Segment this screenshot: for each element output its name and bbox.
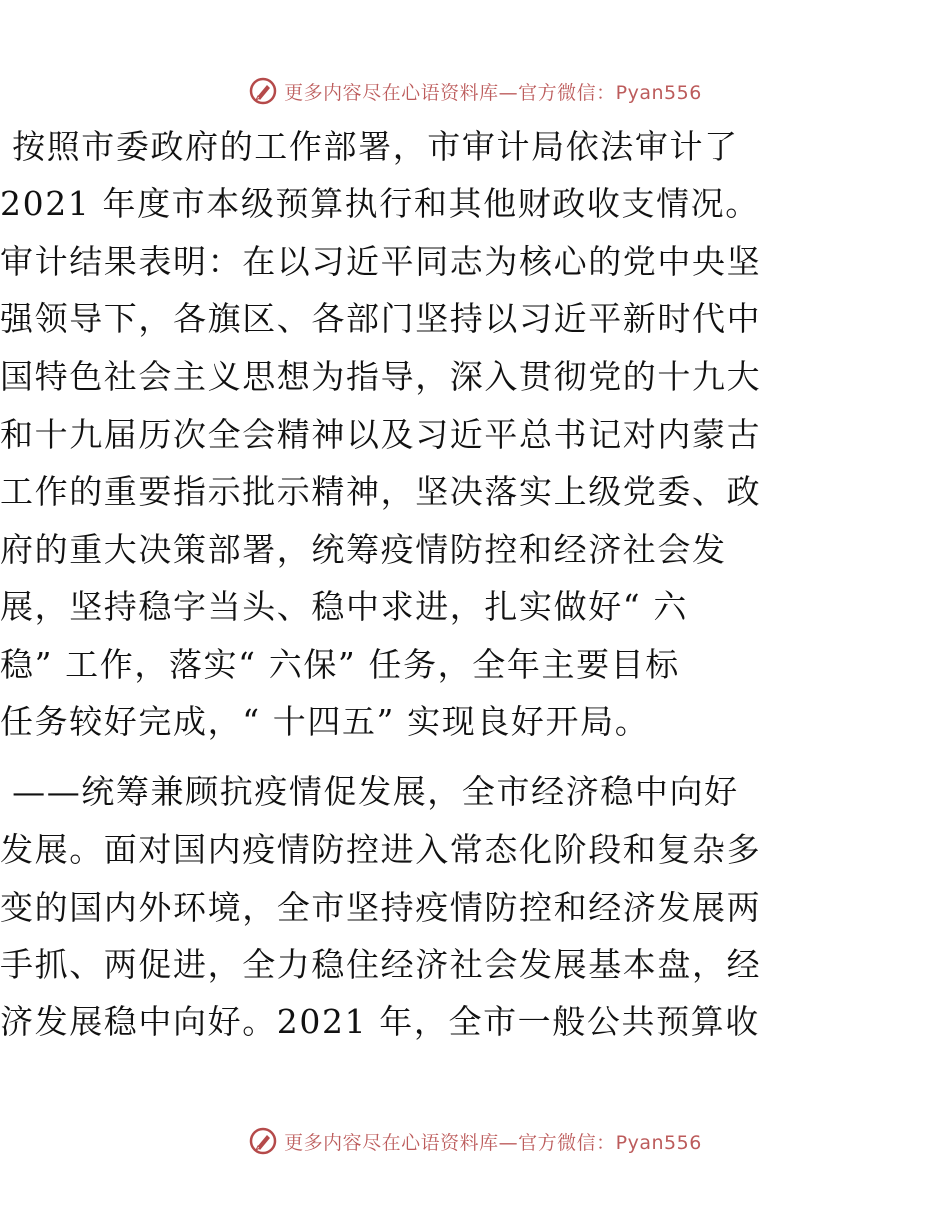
paragraph-2-line: 济发展稳中向好。2021 年，全市一般公共预算收 <box>0 1002 760 1041</box>
paragraph-1-line: 任务较好完成，“ 十四五” 实现良好开局。 <box>0 702 650 741</box>
paragraph-1-line: 国特色社会主义思想为指导，深入贯彻党的十九大 <box>0 357 762 396</box>
header-watermark-text: 更多内容尽在心语资料库—官方微信：Pyan556 <box>284 81 702 104</box>
paragraph-1-line: 强领导下，各旗区、各部门坚持以习近平新时代中 <box>0 299 762 338</box>
paragraph-2-line: 发展。面对国内疫情防控进入常态化阶段和复杂多 <box>0 830 762 869</box>
paragraph-1-line: 和十九届历次全会精神以及习近平总书记对内蒙古 <box>0 415 762 454</box>
paragraph-1-line: 2021 年度市本级预算执行和其他财政收支情况。 <box>0 184 760 223</box>
paragraph-1-line: 稳” 工作，落实“ 六保” 任务，全年主要目标 <box>0 645 680 684</box>
pen-logo-icon <box>248 76 278 106</box>
footer-watermark-banner <box>0 1121 950 1161</box>
pen-logo-icon <box>248 1126 278 1156</box>
paragraph-1-line: 工作的重要指示批示精神，坚决落实上级党委、政 <box>0 472 762 511</box>
header-watermark-banner <box>0 71 950 111</box>
paragraph-1-line: 府的重大决策部署，统筹疫情防控和经济社会发 <box>0 530 727 569</box>
paragraph-1-line: 按照市委政府的工作部署，市审计局依法审计了 <box>0 127 739 166</box>
paragraph-1-line: 审计结果表明：在以习近平同志为核心的党中央坚 <box>0 242 762 281</box>
paragraph-2-line: 变的国内外环境，全市坚持疫情防控和经济发展两 <box>0 888 762 927</box>
paragraph-2-line: 手抓、两促进，全力稳住经济社会发展基本盘，经 <box>0 945 762 984</box>
paragraph-1-line: 展，坚持稳字当头、稳中求进，扎实做好“ 六 <box>0 587 688 626</box>
paragraph-2-line: ——统筹兼顾抗疫情促发展，全市经济稳中向好 <box>0 772 739 811</box>
footer-watermark-text: 更多内容尽在心语资料库—官方微信：Pyan556 <box>284 1131 702 1154</box>
